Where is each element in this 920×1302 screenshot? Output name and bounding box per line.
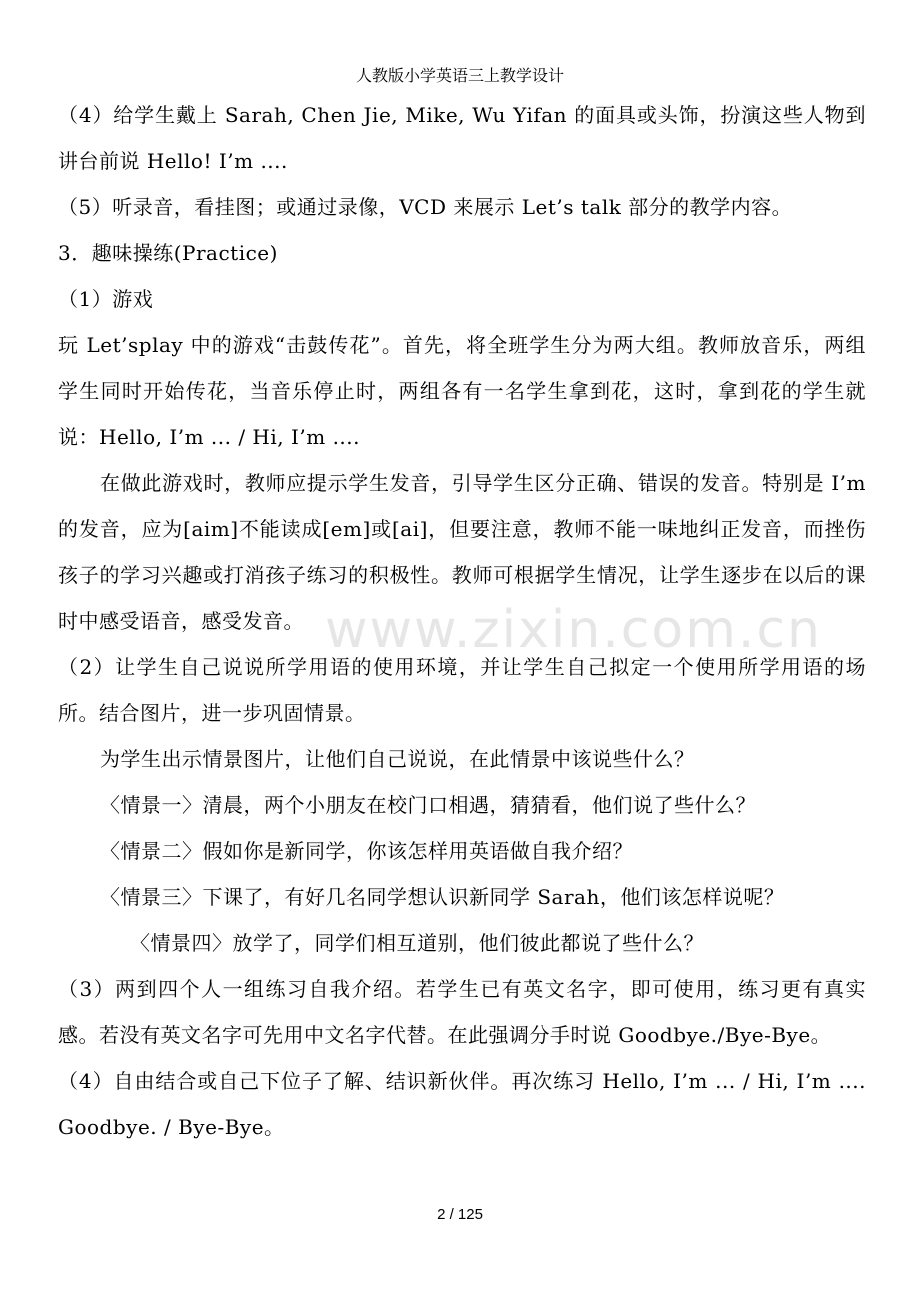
paragraph-step-4-masks: （4）给学生戴上 Sarah, Chen Jie, Mike, Wu Yifan 的面具或头饰，扮演这些人物到讲台前说 Hello! I’m .... [58, 103, 866, 173]
section-heading-practice: 3．趣味操练(Practice) [58, 241, 278, 265]
paragraph-scene-intro: 为学生出示情景图片，让他们自己说说，在此情景中该说些什么？ [100, 747, 695, 771]
document-body [58, 92, 866, 1150]
scene-item-1: 〈情景一〉清晨，两个小朋友在校门口相遇，猜猜看，他们说了些什么？ [100, 793, 756, 817]
page-indicator: 2 / 125 [437, 1206, 483, 1223]
paragraph-usage-environment: （2）让学生自己说说所学用语的使用环境，并让学生自己拟定一个使用所学用语的场所。结合图片，进一步巩固情景。 [58, 655, 866, 725]
paragraph-game-description: 玩 Let’splay 中的游戏“击鼓传花”。首先，将全班学生分为两大组。教师放音乐，两组学生同时开始传花，当音乐停止时，两组各有一名学生拿到花，这时，拿到花的学生就说：Hello, I’m ... / Hi, I’m .... [58, 333, 866, 449]
document-header: 人教版小学英语三上教学设计 [355, 66, 564, 85]
watermark-text: www.zixin.com.cn [325, 600, 822, 660]
scene-item-4: 〈情景四〉放学了，同学们相互道别，他们彼此都说了些什么？ [130, 931, 704, 955]
paragraph-free-practice: （4）自由结合或自己下位子了解、结识新伙伴。再次练习 Hello, I’m ... / Hi, I’m .... Goodbye. / Bye-Bye。 [58, 1069, 866, 1139]
scene-item-3: 〈情景三〉下课了，有好几名同学想认识新同学 Sarah，他们该怎样说呢？ [100, 885, 785, 909]
scene-item-2: 〈情景二〉假如你是新同学，你该怎样用英语做自我介绍？ [100, 839, 633, 863]
paragraph-step-5-recording: （5）听录音，看挂图；或通过录像，VCD 来展示 Let’s talk 部分的教学内容。 [58, 195, 793, 219]
subheading-game: （1）游戏 [58, 287, 154, 311]
paragraph-group-practice: （3）两到四个人一组练习自我介绍。若学生已有英文名字，即可使用，练习更有真实感。若没有英文名字可先用中文名字代替。在此强调分手时说 Goodbye./Bye-Bye。 [58, 977, 866, 1047]
paragraph-pronunciation-note: 在做此游戏时，教师应提示学生发音，引导学生区分正确、错误的发音。特别是 I’m 的发音，应为[aim]不能读成[em]或[ai]，但要注意，教师不能一味地纠正发音，而挫伤孩子的学习兴趣或打消孩子练习的积极性。教师可根据学生情况，让学生逐步在以后的课时中感受语音，感受发音。 [58, 471, 866, 633]
